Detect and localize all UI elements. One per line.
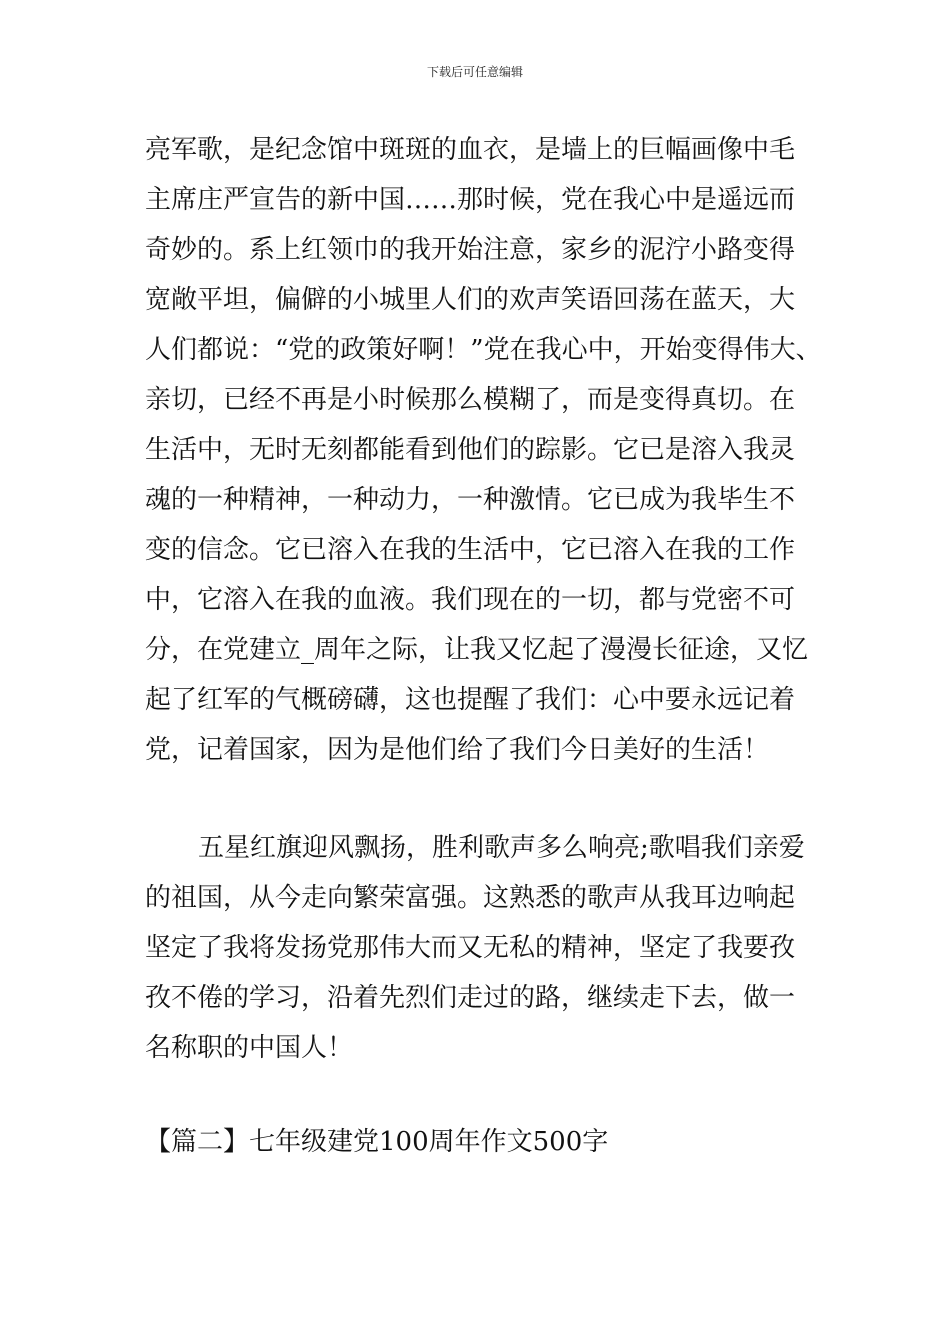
paragraph-line: 魂的一种精神，一种动力，一种激情。它已成为我毕生不 xyxy=(145,485,796,515)
paragraph-line: 的祖国，从今走向繁荣富强。这熟悉的歌声从我耳边响起 xyxy=(145,883,796,913)
paragraph-line: 宽敞平坦，偏僻的小城里人们的欢声笑语回荡在蓝天，大 xyxy=(145,285,796,315)
paragraph-line: 五星红旗迎风飘扬，胜利歌声多么响亮;歌唱我们亲爱 xyxy=(198,833,805,863)
paragraph-line: 人们都说：“党的政策好啊！”党在我心中，开始变得伟大、 xyxy=(145,335,822,365)
section-heading: 【篇二】七年级建党100周年作文500字 xyxy=(145,1127,609,1157)
paragraph-line: 奇妙的。系上红领巾的我开始注意，家乡的泥泞小路变得 xyxy=(145,235,796,265)
paragraph-line: 变的信念。它已溶入在我的生活中，它已溶入在我的工作 xyxy=(145,535,796,565)
paragraph-line: 亲切，已经不再是小时候那么模糊了，而是变得真切。在 xyxy=(145,385,796,415)
paragraph-line: 分，在党建立_周年之际，让我又忆起了漫漫长征途，又忆 xyxy=(145,635,809,665)
paragraph-line: 生活中，无时无刻都能看到他们的踪影。它已是溶入我灵 xyxy=(145,435,796,465)
paragraph-line: 名称职的中国人！ xyxy=(145,1033,354,1063)
paragraph-line: 亮军歌，是纪念馆中斑斑的血衣，是墙上的巨幅画像中毛 xyxy=(145,135,796,165)
page-header-note: 下载后可任意编辑 xyxy=(426,65,523,79)
paragraph-line: 党，记着国家，因为是他们给了我们今日美好的生活！ xyxy=(145,735,770,765)
paragraph-line: 孜不倦的学习，沿着先烈们走过的路，继续走下去，做一 xyxy=(145,983,796,1013)
paragraph-line: 主席庄严宣告的新中国……那时候，党在我心中是遥远而 xyxy=(145,185,796,215)
paragraph-line: 中，它溶入在我的血液。我们现在的一切，都与党密不可 xyxy=(145,585,796,615)
paragraph-line: 坚定了我将发扬党那伟大而又无私的精神，坚定了我要孜 xyxy=(145,933,796,963)
paragraph-line: 起了红军的气概磅礴，这也提醒了我们：心中要永远记着 xyxy=(145,685,796,715)
